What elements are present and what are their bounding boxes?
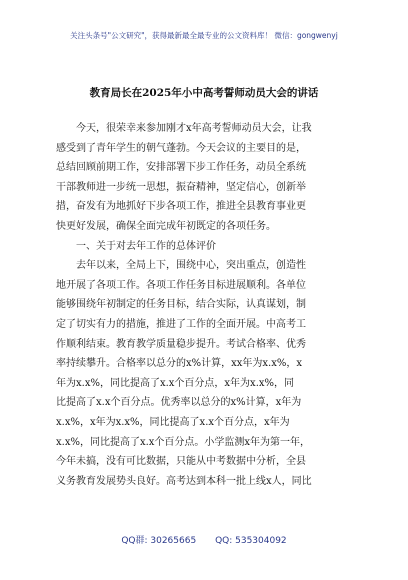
section-heading: 一、关于对去年工作的总体评价 xyxy=(76,240,216,252)
paragraph-line: 快更好发展，确保全面完成年初既定的各项任务。 xyxy=(56,220,276,232)
paragraph-line: x.x%，x年为x.x%，同比提高了x.x个百分点，x年为 xyxy=(56,416,290,428)
header-banner: 关注头条号"公文研究"，获得最新最全最专业的公文资料库！ 微信：gongwenyj xyxy=(70,31,338,40)
paragraph-line: 能够围绕年初制定的任务目标，结合实际，认真谋划，制 xyxy=(56,299,306,311)
qq-group-text: QQ群: 30265665 xyxy=(121,536,197,546)
qq-number-text: QQ: 535304092 xyxy=(215,536,287,546)
paragraph-line: 措，奋发有为地抓好下步各项工作，推进全县教育事业更 xyxy=(56,201,306,213)
paragraph-line: 去年以来，全局上下，围绕中心，突出重点，创造性 xyxy=(76,260,306,272)
document-body xyxy=(56,119,352,491)
paragraph-line: 地开展了各项工作。各项工作任务目标进展顺利。各单位 xyxy=(56,279,306,291)
paragraph-line: 今天，很荣幸来参加刚才x年高考誓师动员大会，让我 xyxy=(76,123,312,134)
paragraph-line: 定了切实有力的措施，推进了工作的全面开展。中高考工 xyxy=(56,318,306,330)
paragraph-line: 感受到了青年学生的朝气蓬勃。今天会议的主要目的是， xyxy=(56,142,306,154)
paragraph-line: x.x%，同比提高了x.x个百分点。小学监测x年为第一年， xyxy=(56,436,311,448)
paragraph-line: 作顺利结束。教育教学质量稳步提升。考试合格率、优秀 xyxy=(56,338,306,350)
document-title: 教育局长在2025年小中高考誓师动员大会的讲话 xyxy=(89,87,319,99)
footer-contact xyxy=(0,533,408,546)
paragraph-line: 今年未搞，没有可比数据，只能从中考数据中分析，全县 xyxy=(56,456,306,468)
paragraph-line: 率持续攀升。合格率以总分的x%计算，xx年为x.x%，x xyxy=(56,358,303,370)
paragraph-line: 总结回顾前期工作，安排部署下步工作任务，动员全系统 xyxy=(56,162,306,174)
paragraph-line: 干部教师进一步统一思想，振奋精神，坚定信心，创新举 xyxy=(56,181,306,193)
paragraph-line: 比提高了x.x个百分点。优秀率以总分的x%计算，x年为 xyxy=(56,397,302,409)
paragraph-line: 义务教育发展势头良好。高考达到本科一批上线x人，同比 xyxy=(56,475,312,487)
paragraph-line: 年为x.x%，同比提高了x.x个百分点，x年为x.x%，同 xyxy=(56,377,295,389)
